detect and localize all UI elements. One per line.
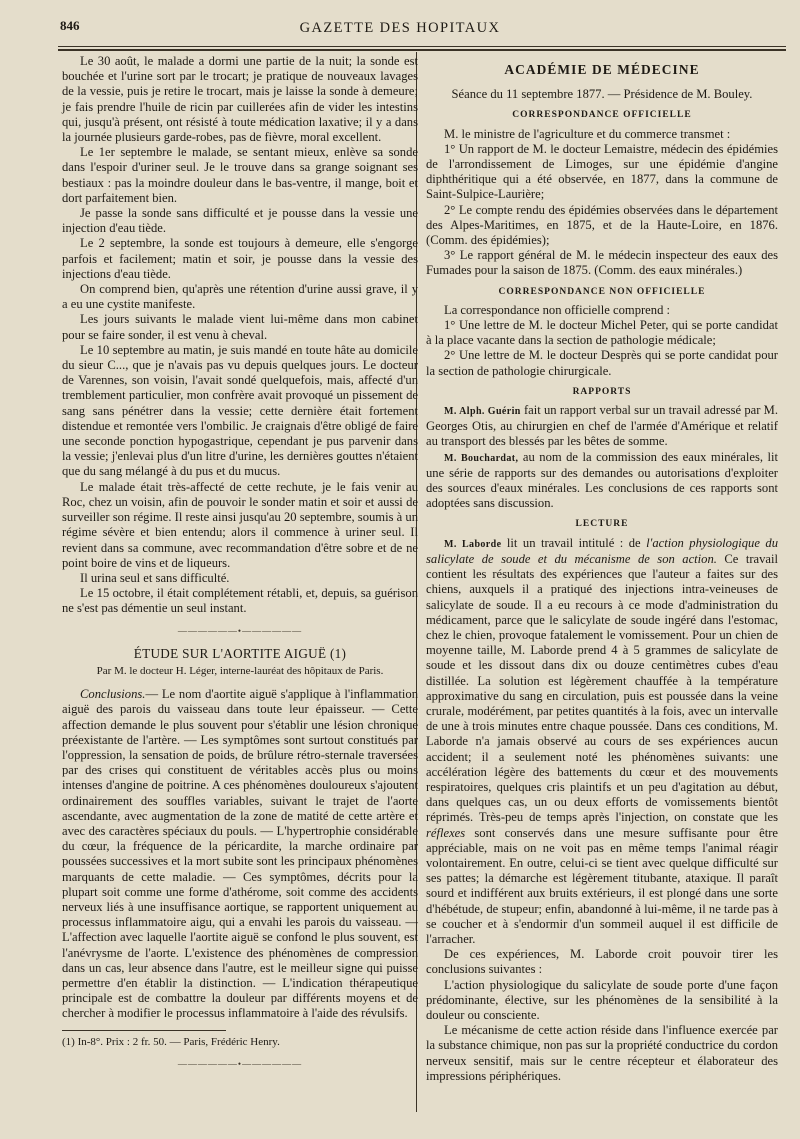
work-title: l'action physiologique du salicylate de soude et du mécanisme de son action. — [426, 535, 779, 566]
paragraph-text: au nom de la commission des eaux minérales, lit une série de rapports sur des demandes ou autorisations d'exploiter des sources d'eaux minérales. Les conclusions de ces rapports sont adoptées sans discussion. — [426, 449, 778, 511]
article-title: ÉTUDE SUR L'AORTITE AIGUË (1) — [133, 645, 347, 661]
paragraph — [426, 403, 778, 450]
paragraph: Il urina seul et sans difficulté. — [80, 570, 230, 585]
paragraph: Je passe la sonde sans difficulté et je pousse dans la vessie une injection d'eau tiède. — [62, 206, 418, 236]
article-byline: Par M. le docteur H. Léger, interne-lauréat des hôpitaux de Paris. — [96, 664, 384, 677]
subsection-title: CORRESPONDANCE NON OFFICIELLE — [498, 286, 706, 297]
subsection-title: CORRESPONDANCE OFFICIELLE — [512, 110, 692, 121]
paragraph: On comprend bien, qu'après une rétention d'urine aussi grave, il y a eu une cystite manifeste. — [62, 282, 418, 312]
paragraph: Le 15 octobre, il était complétement rétabli, et, depuis, sa guérison ne s'est pas démentie un seul instant. — [62, 586, 418, 616]
paragraph-text: — Le nom d'aortite aiguë s'applique à l'inflammation aiguë des parois du vaisseau dans toute leur épaisseur. — Cette affection demande le plus souvent pour s'établir une lésion chronique préexistante de l'artère. — Les symptômes sont surtout constitués par l'oppression, la sensation de poids, de brûlure rétro-sternale traversées par des crises qui constituent de véritables accès plus ou moins intenses d'angine de poitrine. A ces phénomènes douloureux s'ajoutent ordinairement des souffles variables, suivant le trajet de l'aorte ascendante, avec augmentation de la zone de matité de cette artère et avec des caractères spéciaux du pouls. — L'hypertrophie considérable du cœur, la fréquence de la péricardite, la marche ordinaire par poussées successives et la mort subite sont les principaux phénomènes marquants de cette maladie. — Ces symptômes, décrits pour la plupart soit comme une forme d'athérome, soit comme des accidents nerveux liés à une insuffisance aortique, se rapportent uniquement au processus inflammatoire aigu, qui a envahi les parois du vaisseau. — L'affection avec laquelle l'aortite aiguë se confond le plus souvent, est l'anévrysme de l'aorte. L'existence des phénomènes de compression dans un cas, leur absence dans l'autre, est le meilleur signe qui puisse permettre d'en établir la distinction. — L'indication thérapeutique principale est de combattre la douleur par différents moyens et de chercher à modifier le processus inflammatoire à l'aide des révulsifs. — [62, 687, 418, 1021]
paragraph — [62, 687, 418, 1021]
paragraph: 1° Une lettre de M. le docteur Michel Peter, qui se porte candidat à la place vacante dans la section de pathologie médicale; — [426, 318, 778, 348]
page-number: 846 — [60, 18, 80, 33]
paragraph: M. le ministre de l'agriculture et du commerce transmet : — [444, 126, 731, 141]
paragraph: Le 1er septembre le malade, se sentant mieux, enlève sa sonde dans l'espoir d'uriner seul. Je le trouve dans sa grange soignant ses bestiaux : pas la moindre douleur dans le bas-ventre, il mange, boit et dort parfaitement bien. — [62, 145, 418, 205]
paragraph — [426, 450, 778, 512]
paragraph — [426, 536, 778, 947]
paragraph-text: Ce travail contient les résultats des expériences que l'auteur a faites sur des chiens, auxquels il a pratiqué des injections intra-veineuses de salicylate de soude. Il a eu recours à ce mode d'administration du médicament, parce que le salicylate de soude ingéré dans l'estomac, chez le chien, provoque fatalement le vomissement. Pour un chien de moyenne taille, M. Laborde prend 4 à 5 grammes de salicylate de soude et les dissout dans dix ou douze centimètres cubes d'eau distillée. La solution est légèrement chauffée à la température approximative du sang en circulation, puis est poussée dans la veine crurale, modérément, par petites quantités à la fois, avec un intervalle de une à trois minutes entre chaque poussée. Dans ces conditions, M. Laborde n'a jamais observé au cours de ses expériences aucun accident; il a seulement noté les phénomènes suivants: une accélération légère des battements du cœur et des mouvements respiratoires, quelques cris plaintifs et un peu d'agitation au début, dans quelques cas, un ou deux efforts de vomissements bientôt réprimés. Très-peu de temps après l'injection, on constate que les — [426, 551, 778, 825]
running-head: GAZETTE DES HOPITAUX — [299, 20, 501, 36]
paragraph: Le 30 août, le malade a dormi une partie de la nuit; la sonde est bouchée et l'urine sort par le trocart; je pratique de nouveaux lavages de la vessie, puis je retire le trocart, mais je laisse la sonde à demeure; je fais prendre l'huile de ricin par cuillerées afin de vider les intestins qui, jusqu'à présent, ont résisté à toute médication laxative; il y a dans la journée plusieurs garde-robes, pas de fièvre, moral excellent. — [62, 54, 418, 145]
speaker-name: M. Bouchardat, — [444, 452, 519, 464]
separator-ornament: ——————•—————— — [177, 625, 303, 636]
paragraph: 3° Le rapport général de M. le médecin inspecteur des eaux des Fumades pour la saison de 1875. (Comm. des eaux minérales.) — [426, 248, 778, 278]
session-line: Séance du 11 septembre 1877. — Présidence de M. Bouley. — [451, 87, 753, 102]
paragraph: Le 2 septembre, la sonde est toujours à demeure, elle s'engorge parfois et facilement; matin et soir, je pousse dans la vessie des injections d'eau tiède. — [62, 236, 418, 281]
italic-term: réflexes — [426, 825, 466, 840]
paragraph: Le malade était très-affecté de cette rechute, je le fais venir au Roc, chez un voisin, afin de pouvoir le sonder matin et soir et aussi de surveiller son régime. Il reste ainsi jusqu'au 20 septembre, soumis à un régime sévère et bien entendu; alors il commence à uriner seul. Il revient dans sa commune, avec recommandation d'être sobre et de ne point boire de vins et de liqueurs. — [62, 479, 418, 570]
paragraph: L'action physiologique du salicylate de soude porte d'une façon prédominante, élective, sur les phénomènes de la sensibilité à la douleur ou consciente. — [426, 977, 778, 1022]
section-title: ACADÉMIE DE MÉDECINE — [504, 62, 700, 77]
paragraph: La correspondance non officielle comprend : — [444, 302, 671, 317]
paragraph: 2° Une lettre de M. le docteur Desprès qui se porte candidat pour la section de pathologie chirurgicale. — [426, 348, 778, 378]
paragraph-text: lit un travail intitulé : de — [501, 535, 647, 550]
header-rule-thick — [58, 49, 786, 51]
paragraph: 1° Un rapport de M. le docteur Lemaistre, médecin des épidémies de l'arrondissement de Limoges, sur une épidémie d'angine diphthéritique qui a été observée, en 1877, dans la commune de Saint-Sulpice-Laurière; — [426, 141, 778, 202]
left-column — [62, 54, 418, 1079]
conclusions-label: Conclusions. — [80, 687, 146, 702]
paragraph-text: sont conservés dans une mesure suffisante pour être appréciable, mais on ne voit pas en même temps l'animal réagir volontairement. En outre, celui-ci se tient avec quelque difficulté sur ses pattes; la démarche est légèrement titubante, ataxique. Il paraît sourd et indifférent aux bruits extérieurs, il est plongé dans une sorte d'hébétude, de stupeur; enfin, abandonné à lui-même, il ne tarde pas à se coucher et à s'endormir d'un sommeil auquel il est difficile de l'arracher. — [426, 825, 778, 946]
subsection-title: RAPPORTS — [572, 386, 632, 397]
speaker-name: M. Laborde — [444, 538, 502, 550]
paragraph: Le mécanisme de cette action réside dans l'influence exercée par la substance chimique, non pas sur la propriété conductrice du cordon nerveux sensitif, mais sur le centre récepteur et élaborateur des impressions périphériques. — [426, 1023, 778, 1083]
header-rule — [58, 46, 786, 47]
subsection-title: LECTURE — [575, 519, 629, 530]
paragraph: Le 10 septembre au matin, je suis mandé en toute hâte au domicile du sieur C..., que je n'avais pas vu depuis quelques jours. Le docteur de Varennes, son voisin, l'avait sondé quelquefois, mais, affecté d'un tremblement particulier, mon confrère avait provoqué un pissement de sang sans pénétrer dans la vessie; cette dernière était fortement distendue et remontée vers l'ombilic. Je craignais d'être obligé de faire une seconde ponction hypogastrique, cependant je pus parvenir dans la vessie; j'enlevai plus d'un litre d'urine, les dernières gouttes n'étaient que du sang mélangé à du pus et du mucus. — [62, 342, 418, 479]
right-column — [426, 54, 778, 1084]
paragraph: Les jours suivants le malade vient lui-même dans mon cabinet pour se faire sonder, il est venu à cheval. — [62, 312, 418, 342]
separator-ornament: ——————•—————— — [177, 1058, 303, 1069]
footnote: (1) In-8°. Prix : 2 fr. 50. — Paris, Frédéric Henry. — [62, 1035, 280, 1048]
paragraph: 2° Le compte rendu des épidémies observées dans le département des Alpes-Maritimes, en 1875, et de la Haute-Loire, en 1876. (Comm. des épidémies); — [426, 202, 778, 248]
paragraph: De ces expériences, M. Laborde croit pouvoir tirer les conclusions suivantes : — [426, 947, 778, 977]
footnote-rule — [62, 1030, 226, 1031]
paragraph-text: fait un rapport verbal sur un travail adressé par M. Georges Otis, au chirurgien en chef de l'armée d'Amérique et relatif au transport des blessés par les bêtes de somme. — [426, 403, 778, 449]
speaker-name: M. Alph. Guérin — [444, 406, 521, 418]
